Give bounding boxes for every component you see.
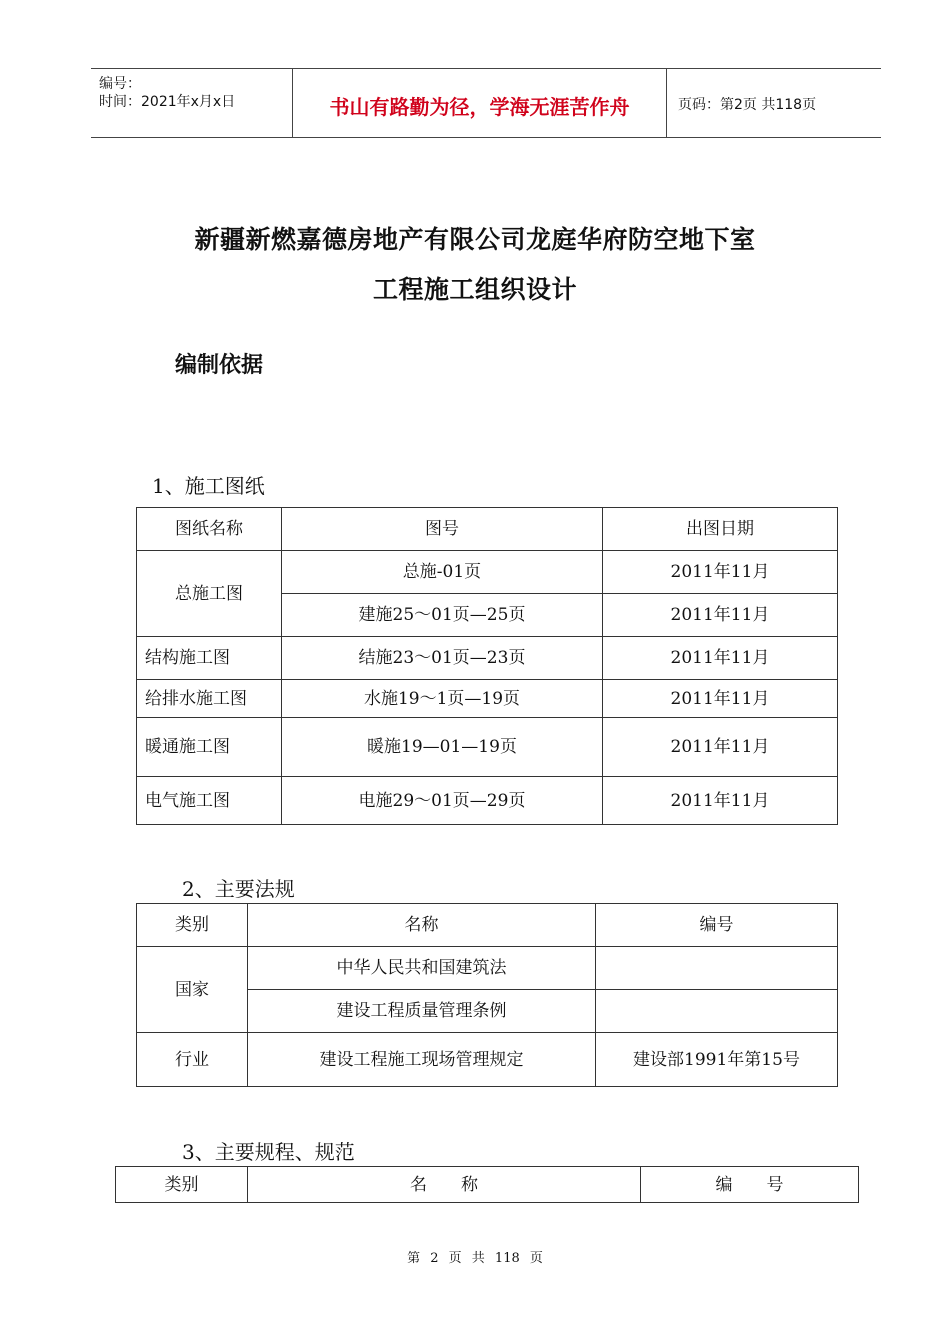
drawing-date: 2011年11月 xyxy=(603,718,838,777)
table-header-row xyxy=(137,904,838,947)
group-label: 国家 xyxy=(137,947,248,1033)
drawing-date: 2011年11月 xyxy=(603,551,838,594)
number-label: 编号： xyxy=(99,76,141,92)
table-header-row xyxy=(137,508,838,551)
time-label: 时间：2021年x月x日 xyxy=(99,94,236,110)
drawing-date: 2011年11月 xyxy=(603,777,838,825)
drawing-date: 2011年11月 xyxy=(603,637,838,680)
regulation-number: 建设部1991年第15号 xyxy=(596,1033,838,1087)
regulation-number xyxy=(596,947,838,990)
section-heading: 编制依据 xyxy=(175,353,264,378)
header-page-cell xyxy=(666,69,881,137)
column-header: 编号 xyxy=(596,904,838,947)
column-header: 图号 xyxy=(282,508,603,551)
drawing-name: 暖通施工图 xyxy=(137,718,282,777)
header-motto-cell xyxy=(292,69,667,137)
table-row xyxy=(137,551,838,594)
regulations-table xyxy=(136,903,838,1087)
motto: 书山有路勤为径，学海无涯苦作舟 xyxy=(329,95,630,119)
table-row xyxy=(137,947,838,990)
column-header: 名 称 xyxy=(248,1167,641,1203)
table-row xyxy=(137,680,838,718)
drawing-code: 总施-01页 xyxy=(282,551,603,594)
section2-title: 2、主要法规 xyxy=(182,877,295,901)
drawing-date: 2011年11月 xyxy=(603,680,838,718)
standards-table xyxy=(115,1166,859,1203)
header-meta xyxy=(91,69,292,137)
table-row xyxy=(137,718,838,777)
regulation-name: 中华人民共和国建筑法 xyxy=(248,947,596,990)
drawing-code: 暖施19—01—19页 xyxy=(282,718,603,777)
group-label: 总施工图 xyxy=(137,551,282,637)
column-header: 类别 xyxy=(116,1167,248,1203)
table-row xyxy=(137,1033,838,1087)
drawing-name: 结构施工图 xyxy=(137,637,282,680)
regulation-category: 行业 xyxy=(137,1033,248,1087)
drawing-name: 给排水施工图 xyxy=(137,680,282,718)
page-footer: 第 2 页 共 118 页 xyxy=(407,1251,543,1266)
drawing-code: 建施25～01页—25页 xyxy=(282,594,603,637)
drawing-code: 水施19～1页—19页 xyxy=(282,680,603,718)
document-title-line1: 新疆新燃嘉德房地产有限公司龙庭华府防空地下室 xyxy=(194,225,756,254)
regulation-name: 建设工程质量管理条例 xyxy=(248,990,596,1033)
column-header: 编 号 xyxy=(641,1167,859,1203)
column-header: 图纸名称 xyxy=(137,508,282,551)
column-header: 名称 xyxy=(248,904,596,947)
drawing-name: 电气施工图 xyxy=(137,777,282,825)
drawing-code: 电施29～01页—29页 xyxy=(282,777,603,825)
page-info: 页码：第2页 共118页 xyxy=(678,97,817,113)
section3-title: 3、主要规程、规范 xyxy=(182,1140,355,1164)
column-header: 类别 xyxy=(137,904,248,947)
table-header-row xyxy=(116,1167,859,1203)
column-header: 出图日期 xyxy=(603,508,838,551)
drawing-code: 结施23～01页—23页 xyxy=(282,637,603,680)
drawings-table xyxy=(136,507,838,825)
drawing-date: 2011年11月 xyxy=(603,594,838,637)
table-row xyxy=(137,637,838,680)
document-title-line2: 工程施工组织设计 xyxy=(372,275,577,304)
page-header xyxy=(91,68,881,138)
section1-title: 1、施工图纸 xyxy=(152,474,265,498)
regulation-number xyxy=(596,990,838,1033)
table-row xyxy=(137,777,838,825)
regulation-name: 建设工程施工现场管理规定 xyxy=(248,1033,596,1087)
